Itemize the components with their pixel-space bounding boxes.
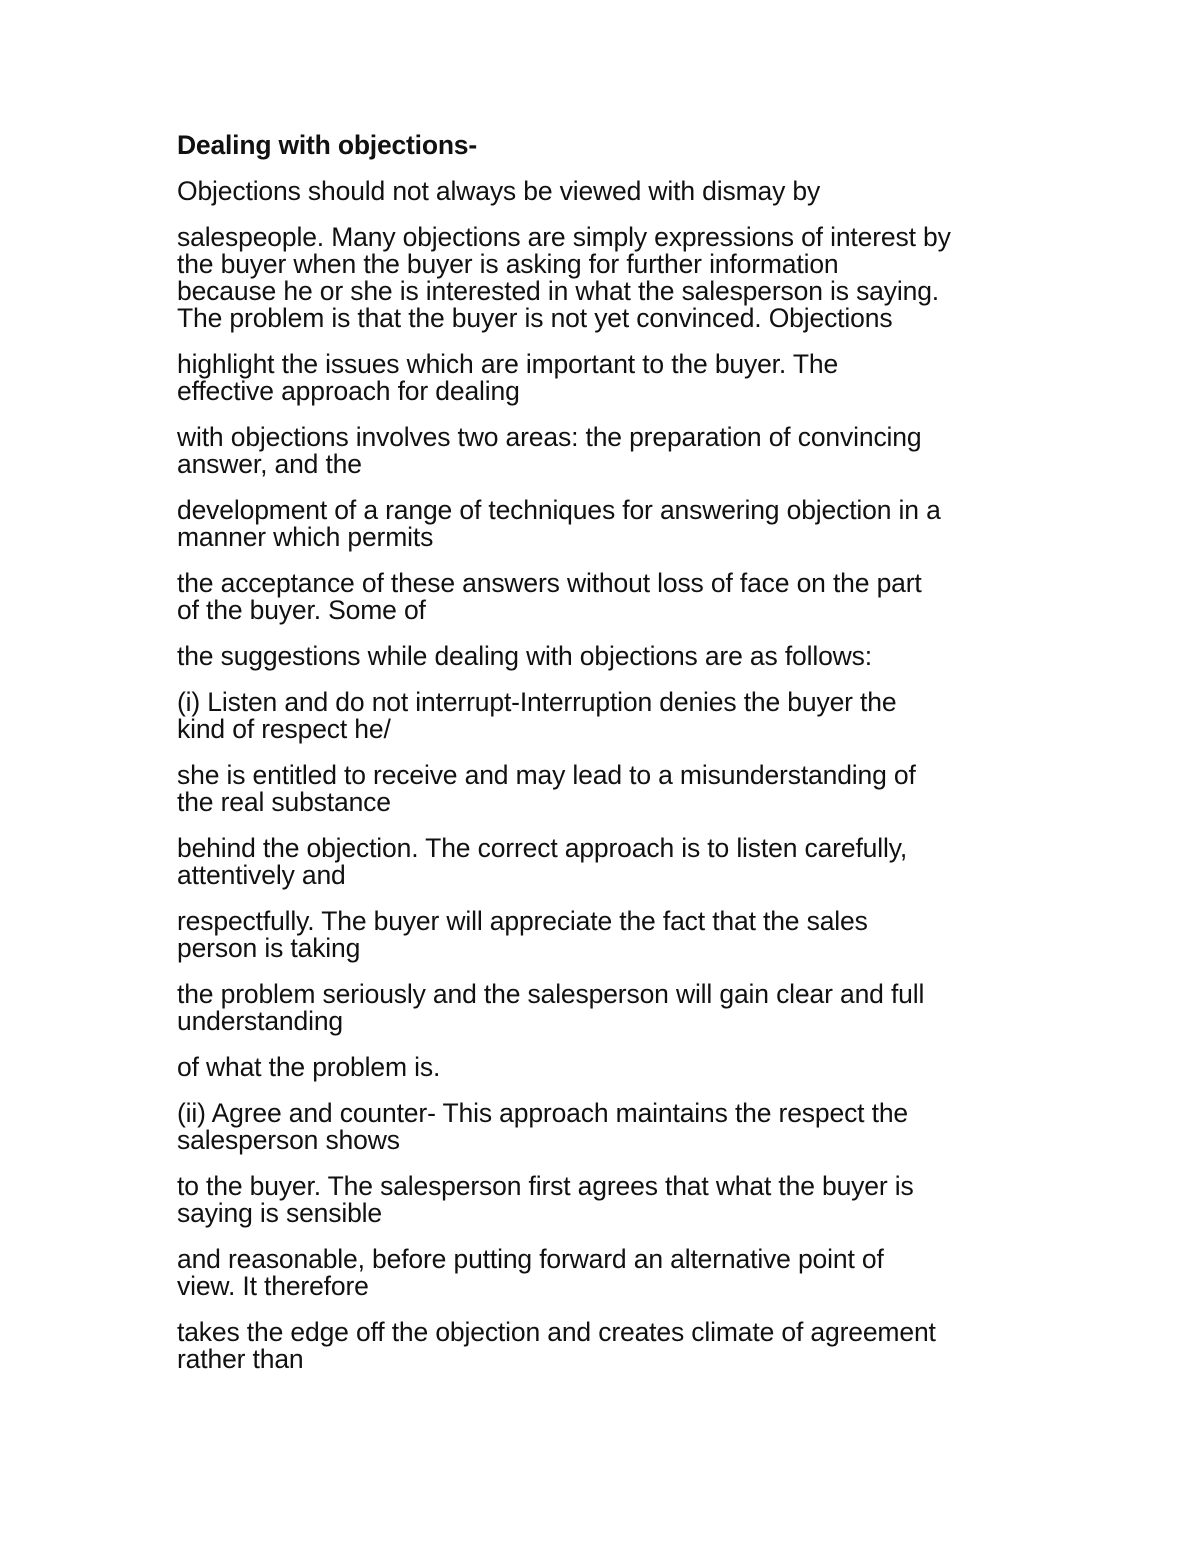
text-line: the acceptance of these answers without loss of face on the part [177, 568, 922, 598]
text-line: the suggestions while dealing with objections are as follows: [177, 641, 872, 671]
paragraph [177, 689, 1057, 743]
paragraph [177, 835, 1057, 889]
text-line: answer, and the [177, 449, 362, 479]
text-line: the problem seriously and the salesperson will gain clear and full [177, 979, 925, 1009]
paragraph [177, 1319, 1057, 1373]
text-line: because he or she is interested in what the salesperson is saying. [177, 276, 939, 306]
text-line: (ii) Agree and counter- This approach maintains the respect the [177, 1098, 908, 1128]
text-line: highlight the issues which are important to the buyer. The [177, 349, 839, 379]
text-line: effective approach for dealing [177, 376, 520, 406]
text-line: salespeople. Many objections are simply expressions of interest by [177, 222, 951, 252]
paragraph [177, 178, 1057, 205]
text-line: understanding [177, 1006, 344, 1036]
text-line: rather than [177, 1344, 304, 1374]
text-line: Objections should not always be viewed with dismay by [177, 176, 821, 206]
paragraph [177, 1173, 1057, 1227]
text-line: person is taking [177, 933, 361, 963]
paragraph [177, 908, 1057, 962]
text-line: the buyer when the buyer is asking for further information [177, 249, 839, 279]
text-line: manner which permits [177, 522, 434, 552]
text-line: to the buyer. The salesperson first agrees that what the buyer is [177, 1171, 914, 1201]
paragraph [177, 497, 1057, 551]
text-line: The problem is that the buyer is not yet convinced. Objections [177, 303, 893, 333]
paragraph [177, 981, 1057, 1035]
paragraph [177, 1054, 1057, 1081]
paragraph [177, 570, 1057, 624]
text-line: (i) Listen and do not interrupt-Interruption denies the buyer the [177, 687, 897, 717]
paragraph [177, 351, 1057, 405]
text-line: with objections involves two areas: the preparation of convincing [177, 422, 922, 452]
text-line: of the buyer. Some of [177, 595, 426, 625]
paragraph [177, 224, 1057, 332]
text-line: she is entitled to receive and may lead to a misunderstanding of [177, 760, 916, 790]
text-line: the real substance [177, 787, 391, 817]
paragraph [177, 424, 1057, 478]
text-line: takes the edge off the objection and creates climate of agreement [177, 1317, 936, 1347]
document-page [177, 132, 1057, 1392]
paragraph [177, 1100, 1057, 1154]
document-heading: Dealing with objections- [177, 130, 477, 160]
text-line: of what the problem is. [177, 1052, 441, 1082]
text-line: behind the objection. The correct approach is to listen carefully, [177, 833, 908, 863]
text-line: kind of respect he/ [177, 714, 391, 744]
text-line: and reasonable, before putting forward an alternative point of [177, 1244, 884, 1274]
text-line: salesperson shows [177, 1125, 400, 1155]
paragraph [177, 643, 1057, 670]
paragraph [177, 1246, 1057, 1300]
text-line: attentively and [177, 860, 346, 890]
text-line: development of a range of techniques for answering objection in a [177, 495, 941, 525]
text-line: view. It therefore [177, 1271, 369, 1301]
text-line: respectfully. The buyer will appreciate the fact that the sales [177, 906, 868, 936]
paragraph [177, 762, 1057, 816]
text-line: saying is sensible [177, 1198, 382, 1228]
